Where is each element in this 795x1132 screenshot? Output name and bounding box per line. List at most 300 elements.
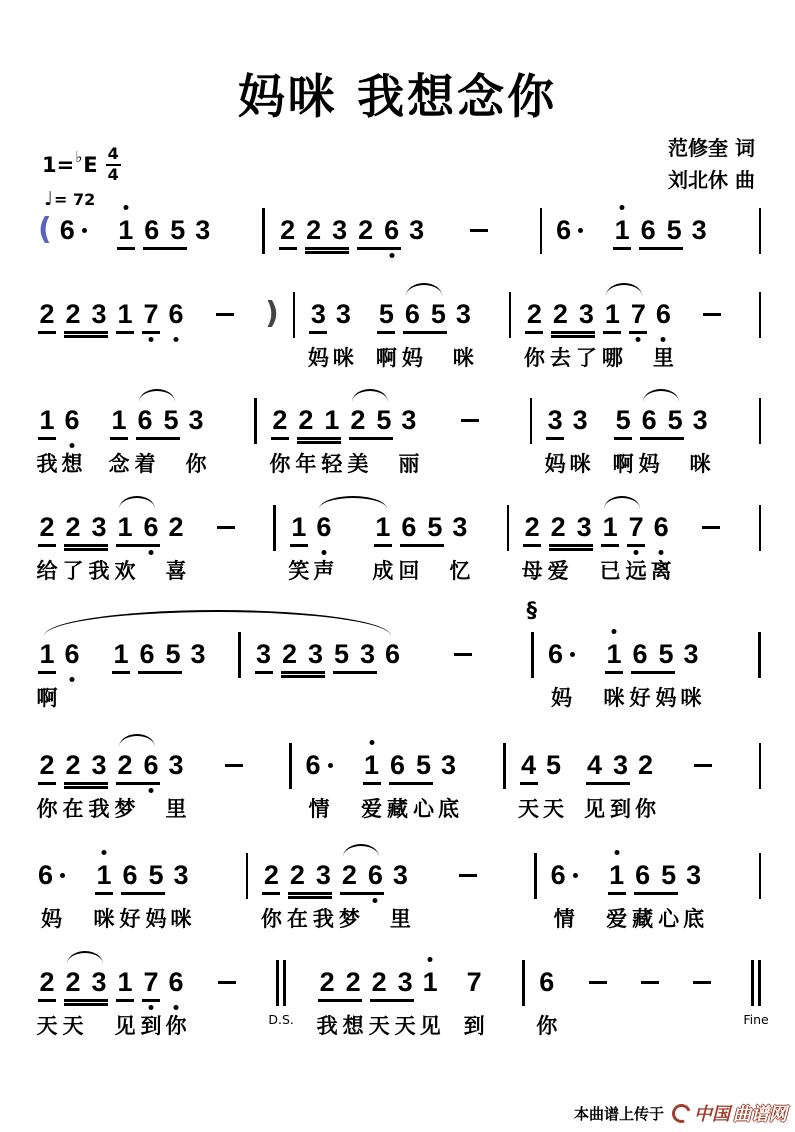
note-digit: 3 (315, 860, 331, 890)
note-digit: 6 (38, 860, 54, 890)
lyric: 你 (165, 1014, 187, 1038)
note (36, 748, 58, 821)
note (62, 748, 84, 821)
note-digit: 1 (39, 405, 55, 435)
note-digit: 3 (91, 967, 107, 997)
note (313, 510, 335, 583)
note (195, 213, 211, 247)
note-digit: 1 (604, 299, 620, 329)
lyric: 我 (88, 559, 110, 583)
note-digit: 3 (409, 215, 425, 245)
note-digit: 3 (195, 215, 211, 245)
note (401, 297, 423, 370)
lyric: 欢 (114, 559, 136, 583)
quarter-note-icon: ♩ (44, 188, 53, 210)
note (575, 297, 597, 370)
lyric: 啊 (36, 686, 58, 710)
barline (254, 398, 257, 444)
underline-group (601, 297, 623, 370)
barline (289, 743, 292, 789)
double-barline-stroke (276, 960, 279, 1006)
note (282, 637, 298, 671)
lyric: 远 (625, 559, 647, 583)
note-digit: 3 (576, 512, 592, 542)
barline (522, 960, 525, 1006)
logo-text-bold: 中国 (694, 1104, 730, 1125)
note-digit: 2 (289, 860, 305, 890)
underline-group (62, 510, 110, 583)
note-digit: 2 (65, 967, 81, 997)
underline-group (584, 748, 632, 821)
note-digit: 3 (401, 405, 417, 435)
lyric: 心 (658, 907, 680, 931)
note (667, 403, 683, 437)
note (347, 403, 369, 476)
barline (759, 208, 762, 254)
note-digit: 5 (546, 750, 562, 780)
note-digit: 3 (173, 860, 189, 890)
barline (293, 292, 296, 338)
barline (246, 853, 249, 899)
note (430, 297, 446, 331)
underline-group (93, 858, 115, 931)
underline-group (116, 297, 134, 334)
note-digit: 3 (255, 639, 272, 669)
note (143, 510, 159, 544)
note-digit: 2 (272, 405, 288, 435)
lyric: 丽 (398, 452, 420, 476)
navigation-label: D.S. (268, 1012, 294, 1027)
note (387, 748, 409, 821)
notation-line-6 (36, 748, 761, 821)
lyric: 着 (134, 452, 156, 476)
octave-dot-high (612, 629, 617, 634)
lyric: 咪 (603, 686, 625, 710)
slur-group (62, 965, 108, 1038)
lyric: 念 (108, 452, 130, 476)
note-digit: 7 (143, 967, 159, 997)
note (145, 858, 167, 931)
note (185, 403, 207, 476)
note (658, 858, 680, 931)
slur-group (638, 403, 684, 476)
dash-extension (470, 229, 488, 232)
note (143, 748, 159, 782)
lyric: 喜 (165, 559, 187, 583)
note (543, 748, 565, 821)
note-digit: 2 (319, 967, 335, 997)
underline-group (523, 297, 545, 370)
underline-group (112, 637, 130, 674)
note-digit: 2 (358, 215, 374, 245)
note (614, 213, 630, 247)
note (438, 748, 460, 821)
note-digit: 5 (163, 405, 179, 435)
note-digit: 3 (572, 405, 588, 435)
underline-group (307, 297, 329, 370)
underline-group (260, 858, 282, 931)
note-digit: 2 (39, 750, 55, 780)
dash-extension (694, 764, 712, 767)
lyric: 轻 (321, 452, 343, 476)
lyric: 底 (683, 907, 705, 931)
lyric: 了 (62, 559, 84, 583)
note-digit: 1 (39, 639, 55, 669)
note (36, 510, 58, 583)
lyric: 到 (610, 797, 632, 821)
lyric: 妈 (145, 907, 167, 931)
note (36, 965, 58, 1038)
note-digit: 2 (281, 639, 298, 669)
note (62, 510, 84, 583)
double-barline-stroke (283, 960, 286, 1006)
note-digit: 1 (375, 512, 391, 542)
note-digit: 3 (359, 639, 376, 669)
underline-group (549, 297, 597, 370)
note-digit: 2 (526, 299, 542, 329)
note (93, 858, 115, 931)
note-digit: 5 (658, 639, 674, 669)
note-digit: 3 (455, 299, 471, 329)
note (269, 403, 291, 476)
note (569, 403, 591, 476)
notation-line-7 (38, 858, 761, 931)
underline-group (119, 858, 167, 931)
note (360, 637, 376, 671)
note (305, 748, 333, 821)
octave-dot-high (102, 850, 107, 855)
note-digit: 3 (392, 860, 408, 890)
lyric: 妈 (307, 346, 329, 370)
underline-group (36, 637, 58, 710)
time-signature (106, 146, 121, 184)
lyric: 见 (584, 797, 606, 821)
note-digit: 2 (117, 750, 133, 780)
note-digit: 3 (307, 639, 324, 669)
lyric: 里 (389, 907, 411, 931)
lyric: 想 (61, 452, 83, 476)
note-digit: 1 (422, 967, 438, 997)
note (165, 510, 187, 583)
note-digit: 2 (524, 512, 540, 542)
note (606, 858, 628, 931)
lyric: 已 (599, 559, 621, 583)
lyric: 在 (62, 797, 84, 821)
note (88, 748, 110, 821)
lyric: 想 (342, 1014, 364, 1038)
octave-dot-high (620, 205, 625, 210)
underline-group (368, 965, 416, 1038)
octave-dot-high (369, 740, 374, 745)
underline-group (398, 510, 444, 583)
note-digit: 1 (291, 512, 307, 542)
note-digit: 5 (333, 639, 350, 669)
note (576, 510, 592, 544)
lyric: 咪 (689, 452, 711, 476)
note (610, 748, 632, 821)
note (119, 858, 141, 931)
navigation-label: Fine (743, 1012, 769, 1027)
note-digit: 2 (39, 299, 55, 329)
lyric: 给 (36, 559, 58, 583)
octave-dot-low (70, 677, 75, 682)
note-digit: 3 (188, 405, 204, 435)
notation-line-5 (36, 598, 761, 710)
note-digit: 6 (556, 215, 572, 245)
note (584, 748, 606, 821)
note-digit: 6 (653, 512, 669, 542)
lyric: 你 (185, 452, 207, 476)
underline-group (338, 858, 384, 931)
note (312, 858, 334, 931)
note (88, 510, 110, 583)
note (689, 403, 711, 476)
note (108, 403, 130, 476)
note-digit: 3 (91, 750, 107, 780)
note-digit: 5 (427, 512, 443, 542)
octave-dot-high (428, 957, 433, 962)
note-digit: 3 (692, 405, 708, 435)
note-digit: 6 (316, 512, 332, 542)
note-digit: 7 (466, 967, 482, 997)
lyric: 爱 (606, 907, 628, 931)
lyric: 见 (114, 1014, 136, 1038)
note (332, 213, 348, 247)
underline-group (108, 403, 130, 476)
note-digit: 6 (547, 639, 563, 669)
note-digit: 6 (137, 405, 153, 435)
barline (238, 632, 241, 678)
lyric: 你 (36, 797, 58, 821)
note (170, 213, 186, 247)
barline (759, 292, 762, 338)
lyric: 在 (286, 907, 308, 931)
lyric: 忆 (449, 559, 471, 583)
underline-group (521, 510, 543, 583)
note (640, 213, 656, 247)
note-digit: 1 (118, 215, 134, 245)
note-digit: 5 (615, 405, 631, 435)
note-digit: 3 (91, 512, 107, 542)
time-signature-numerator: 4 (106, 146, 121, 166)
underline-group (547, 510, 593, 583)
note (547, 637, 575, 710)
note (521, 510, 543, 583)
underline-group (295, 403, 343, 476)
note (650, 510, 672, 583)
note (316, 965, 338, 1038)
segno-icon: § (526, 598, 537, 622)
lyric: 天 (394, 1014, 416, 1038)
underline-group (629, 297, 647, 334)
lyric: 情 (553, 907, 575, 931)
note-digit: 6 (641, 405, 657, 435)
note-digit: 7 (628, 512, 644, 542)
dash-extension (702, 526, 720, 529)
slur-group (313, 510, 394, 583)
notation-line-2 (38, 296, 761, 370)
note-digit: 3 (683, 639, 699, 669)
lyric: 妈 (544, 452, 566, 476)
note-digit: 3 (168, 750, 184, 780)
note-digit: 3 (452, 512, 468, 542)
augmentation-dot (82, 228, 87, 233)
lyric: 心 (413, 797, 435, 821)
lyric: 到 (140, 1014, 162, 1038)
lyricist-credit: 范修奎 词 (668, 136, 755, 160)
note-digit: 6 (401, 512, 417, 542)
note-digit: 3 (613, 750, 629, 780)
note (427, 510, 443, 544)
note (91, 965, 107, 999)
note (603, 637, 625, 710)
note-digit: 1 (614, 215, 630, 245)
lyric: 情 (308, 797, 330, 821)
augmentation-dot (573, 873, 578, 878)
lyric: 我 (88, 797, 110, 821)
note (306, 213, 322, 247)
note (256, 637, 272, 671)
note (630, 297, 646, 331)
lyric: 好 (629, 686, 651, 710)
note-digit: 6 (384, 215, 400, 245)
note-digit: 6 (59, 215, 75, 245)
note-digit: 2 (550, 512, 566, 542)
underline-group (114, 748, 160, 821)
underline-group (143, 213, 187, 250)
note-digit: 1 (117, 967, 133, 997)
dash-extension (218, 981, 236, 984)
note (375, 297, 397, 370)
octave-dot-low (149, 550, 154, 555)
key-prefix: 1= (42, 152, 75, 177)
note (361, 748, 383, 821)
note-digit: 3 (547, 405, 563, 435)
note (368, 965, 390, 1038)
note (280, 213, 296, 247)
barline (509, 292, 512, 338)
note-digit: 5 (430, 299, 446, 329)
note (358, 213, 374, 247)
composer-credit: 刘北休 曲 (668, 168, 755, 192)
underline-group (269, 403, 291, 476)
note (367, 858, 383, 892)
note (190, 637, 206, 671)
note-digit: 6 (64, 639, 80, 669)
note-digit: 6 (64, 405, 80, 435)
notation-line-4 (36, 510, 761, 583)
note-digit: 3 (441, 750, 457, 780)
time-signature-denominator: 4 (107, 164, 119, 184)
note (144, 213, 160, 247)
slur-group (134, 403, 180, 476)
underline-group (387, 748, 435, 821)
note-digit: 6 (168, 967, 184, 997)
note (134, 403, 156, 476)
dash-extension (693, 981, 711, 984)
barline (273, 505, 276, 551)
note-digit: 7 (630, 299, 646, 329)
note-digit: 6 (539, 967, 555, 997)
note (168, 297, 184, 331)
underline-group (599, 510, 621, 583)
note (413, 748, 435, 821)
lyric: 我 (36, 452, 58, 476)
note-digit: 2 (39, 512, 55, 542)
credits (668, 132, 755, 196)
notation-line-3 (36, 403, 761, 476)
note (165, 637, 181, 671)
lyric: 声 (313, 559, 335, 583)
underline-group (286, 858, 334, 931)
note-digit: 6 (122, 860, 138, 890)
note (691, 213, 707, 247)
lyric: 哪 (601, 346, 623, 370)
lyric: 你 (269, 452, 291, 476)
note-digit: 6 (640, 215, 656, 245)
lyric: 藏 (387, 797, 409, 821)
note (91, 297, 107, 331)
note (389, 858, 411, 931)
underline-group (36, 510, 58, 583)
note-digit: 4 (587, 750, 603, 780)
lyric: 母 (521, 559, 543, 583)
note (165, 748, 187, 821)
note (64, 637, 80, 671)
note (113, 637, 129, 671)
note (260, 858, 282, 931)
note (332, 297, 354, 370)
lyric: 回 (398, 559, 420, 583)
note-digit: 3 (190, 639, 206, 669)
lyric: 咪 (93, 907, 115, 931)
lyric: 离 (650, 559, 672, 583)
underline-group (639, 213, 683, 250)
note-digit: 6 (367, 860, 383, 890)
lyric: 天 (543, 797, 565, 821)
underline-group (518, 748, 540, 821)
logo-text-outline: 曲谱网 (733, 1104, 787, 1125)
octave-dot-low (174, 337, 179, 342)
barline (534, 853, 537, 899)
double-barline (743, 960, 769, 1027)
lyric: 里 (652, 346, 674, 370)
underline-group (606, 858, 628, 931)
tempo-value: = 72 (53, 190, 96, 209)
octave-dot-low (373, 898, 378, 903)
note-digit: 3 (686, 860, 702, 890)
footer-upload-text: 本曲谱上传于 (573, 1104, 664, 1123)
note (398, 510, 420, 583)
underline-group (142, 297, 160, 334)
note-digit: 1 (117, 512, 133, 542)
barline (759, 853, 762, 899)
note-digit: 2 (263, 860, 279, 890)
key-letter: E (83, 152, 98, 177)
barline (759, 743, 762, 789)
note (638, 403, 660, 476)
note (394, 965, 416, 1038)
lyric: 爱 (547, 559, 569, 583)
note-digit: 2 (65, 299, 81, 329)
octave-dot-low (636, 337, 641, 342)
octave-dot-high (614, 850, 619, 855)
notation-line-1 (38, 213, 761, 247)
lyric: 妈 (550, 686, 572, 710)
lyric: 天 (368, 1014, 390, 1038)
parenthesis: ) (265, 296, 279, 331)
dash-extension (225, 764, 243, 767)
